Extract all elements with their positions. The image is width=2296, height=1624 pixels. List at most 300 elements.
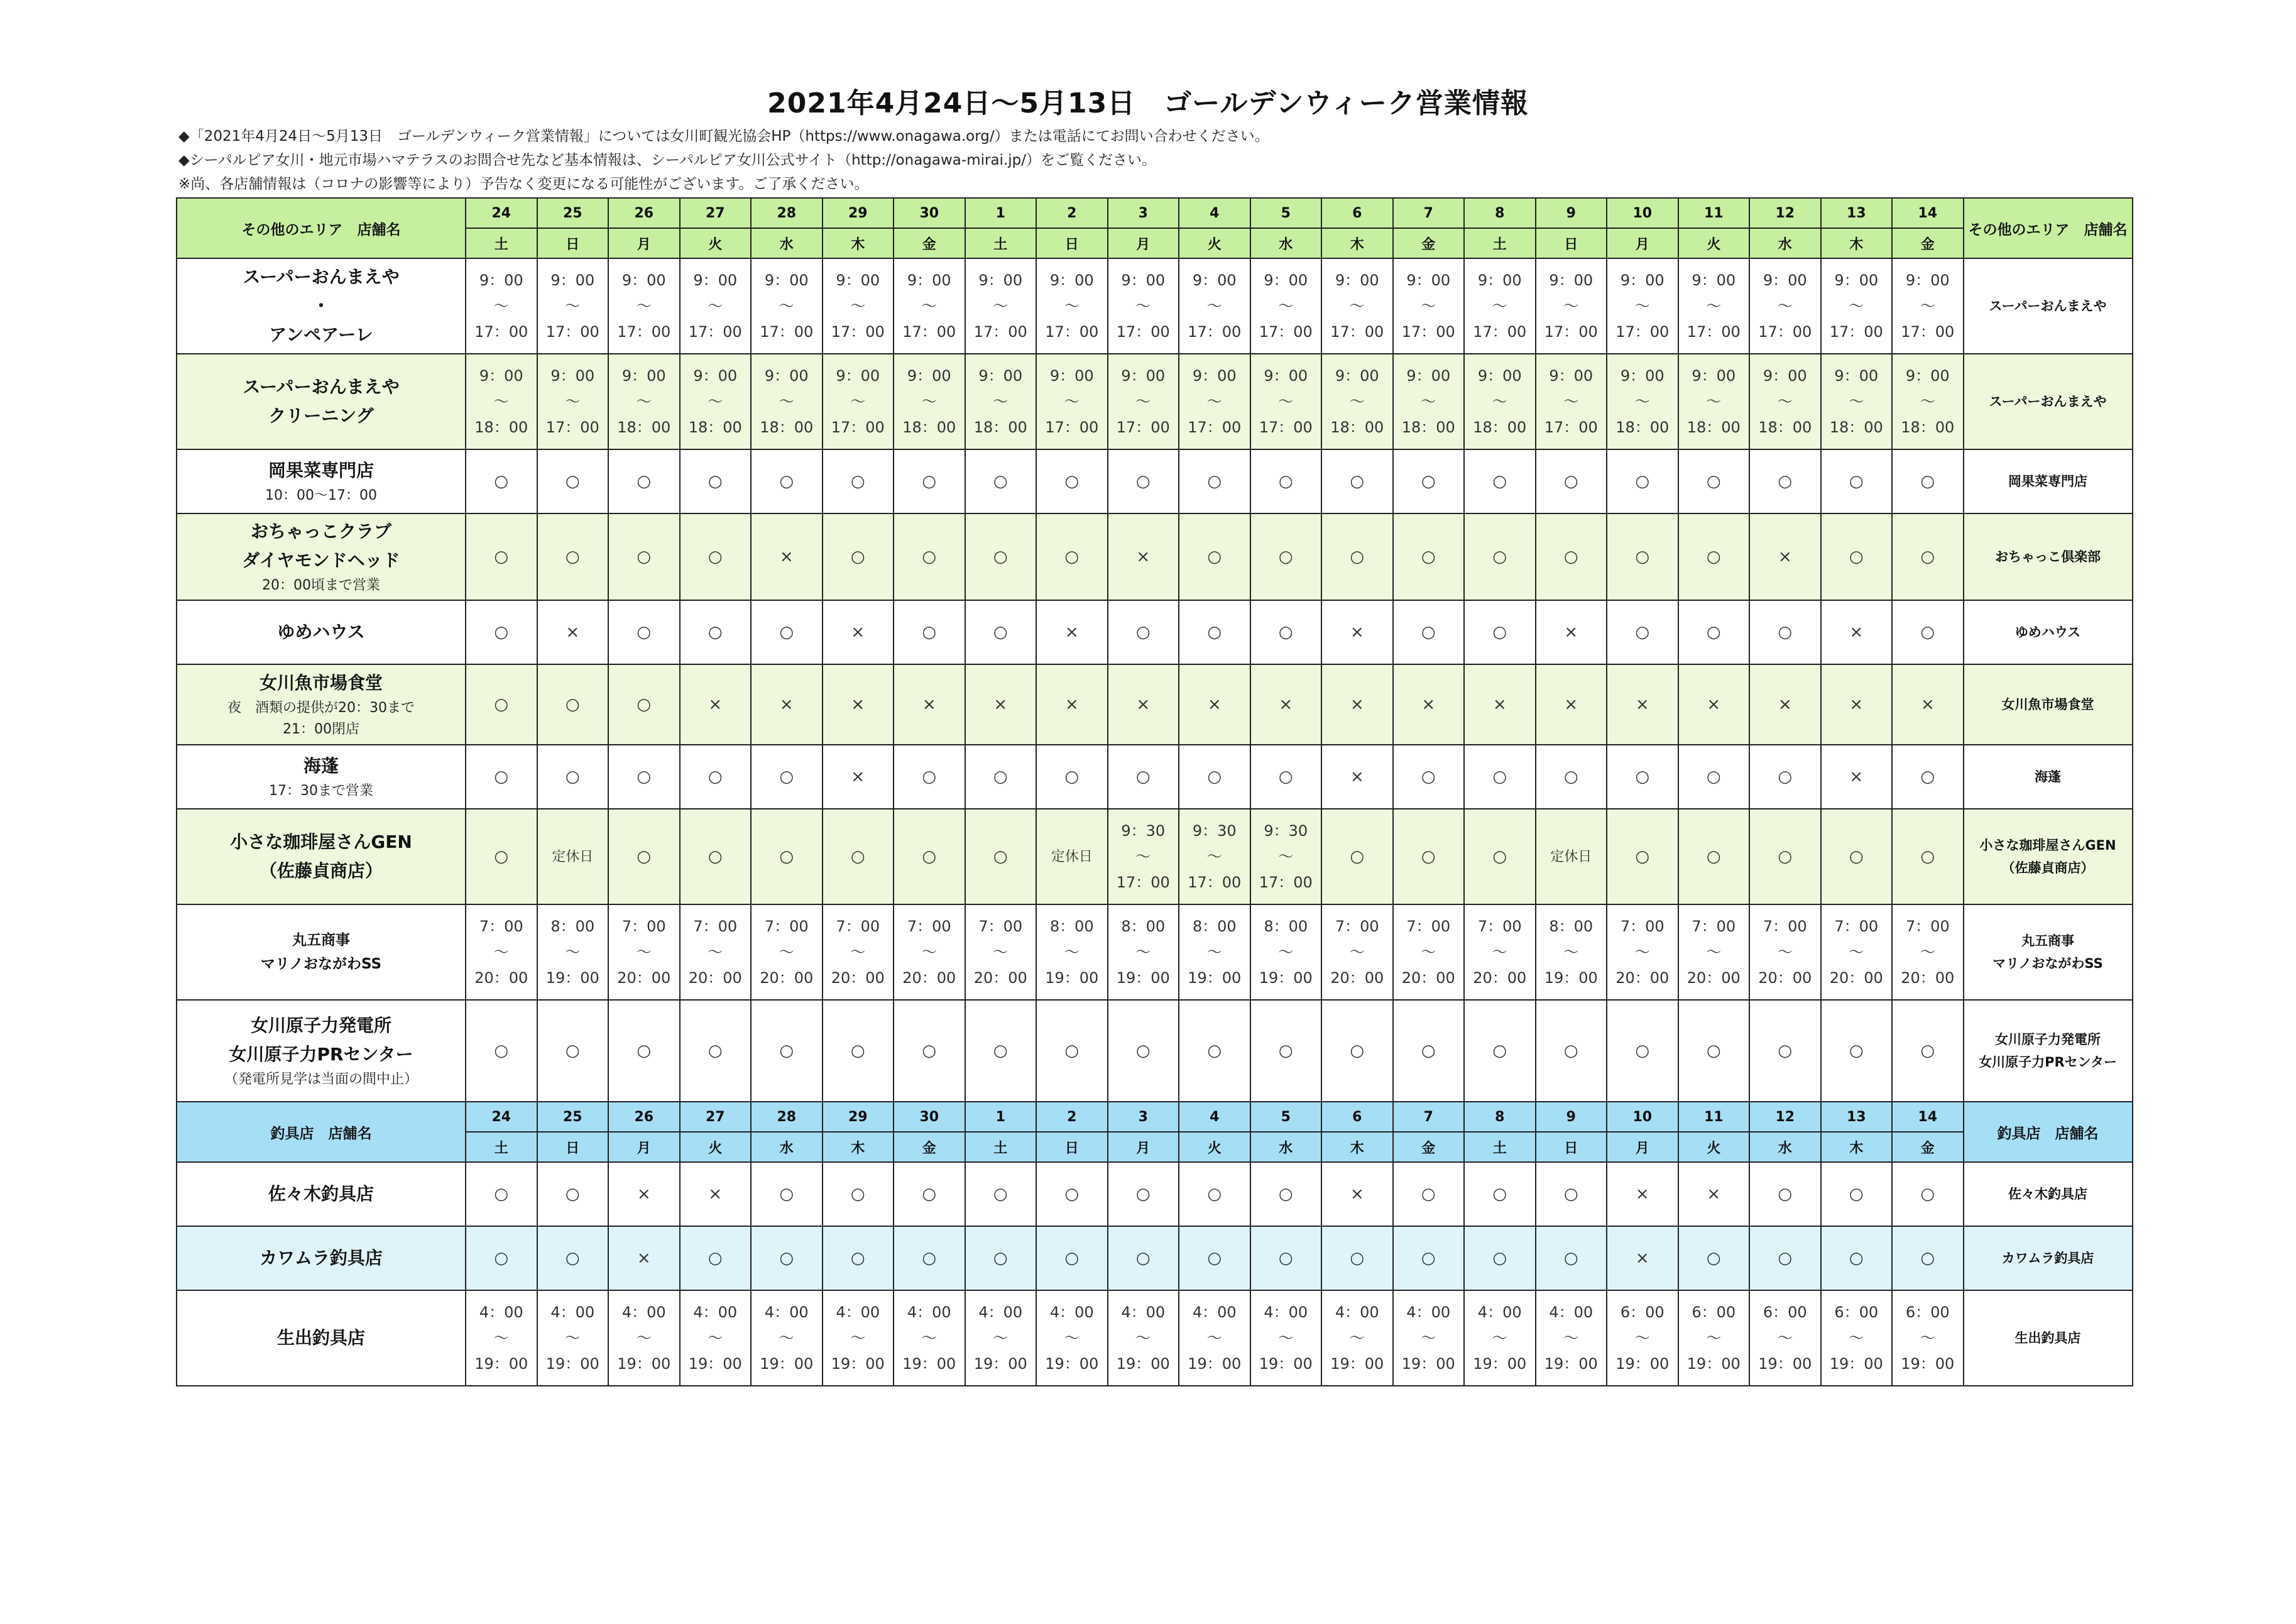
day-header: 13 [1821,1102,1893,1132]
header-row-days [177,198,2133,228]
tilde: ～ [1920,297,1935,315]
day-header: 11 [1678,1102,1750,1132]
hours-cell: ○ [466,1000,537,1102]
open-time: 9：00 [1834,271,1879,289]
hours-cell: ○ [466,745,537,809]
open-time: 9：00 [1192,366,1237,385]
hours-cell [1179,809,1250,904]
tilde: ～ [1777,392,1793,410]
close-time: 17：00 [1829,322,1883,341]
close-time: 17：00 [760,322,814,341]
hours-cell: ○ [680,1226,752,1290]
text-line: 女川魚市場食堂 [259,672,383,693]
hours-cell: ○ [466,449,537,513]
tilde: ～ [1206,1329,1222,1347]
close-time: 18：00 [688,418,742,436]
day-header: 27 [680,1102,752,1132]
hours-cell: ○ [1821,449,1893,513]
close-time: 17：00 [1259,418,1313,436]
hours-cell: × [1036,600,1108,664]
tilde: ～ [708,943,723,961]
day-header: 28 [751,198,823,228]
tilde: ～ [1135,943,1151,961]
hours-cell [1464,1290,1536,1386]
hours-cell: ○ [466,1226,537,1290]
hours-cell: ○ [1464,600,1536,664]
tilde: ～ [1135,847,1151,865]
tilde: ～ [1278,297,1294,315]
tilde: ～ [1849,1329,1864,1347]
hours-cell: × [537,600,609,664]
day-header: 1 [965,198,1037,228]
hours-cell [1607,258,1678,354]
open-time: 9：00 [1620,271,1665,289]
weekday-header: 金 [1393,1132,1465,1162]
tilde: ～ [493,297,509,315]
hours-cell: ○ [894,1226,965,1290]
day-header: 12 [1749,198,1821,228]
hours-cell: ○ [1464,449,1536,513]
hours-cell: × [1821,600,1893,664]
close-time: 17：00 [617,322,671,341]
hours-cell [537,258,609,354]
weekday-header: 土 [466,1132,537,1162]
open-time: 9：00 [1477,271,1522,289]
open-time: 9：00 [1264,271,1308,289]
tilde: ～ [1634,392,1650,410]
text-line: （佐藤貞商店） [259,860,383,881]
tilde: ～ [1206,392,1222,410]
hours-cell [1179,1290,1250,1386]
store-name [177,809,466,904]
store-name-right [1964,354,2133,449]
text-line: 丸五商事 [2021,933,2074,948]
open-time: 7：00 [1477,917,1522,935]
hours-cell [466,1290,537,1386]
open-time: 4：00 [1406,1303,1451,1321]
hours-cell [1321,258,1393,354]
open-time: 7：00 [978,917,1023,935]
open-time: 9：00 [1549,271,1594,289]
hours-cell: × [1892,664,1964,745]
hours-cell: ○ [466,664,537,745]
weekday-header: 月 [1108,1132,1179,1162]
close-time: 19：00 [1259,968,1313,987]
text-line: 17：30まで営業 [269,783,373,799]
tilde: ～ [493,943,509,961]
tilde: ～ [565,392,581,410]
open-time: 7：00 [1905,917,1950,935]
hours-cell: × [1678,1162,1750,1226]
day-header: 9 [1536,1102,1607,1132]
close-time: 17：00 [973,322,1027,341]
header-store-name-right: 釣具店 店舗名 [1964,1102,2133,1162]
text-line: 海蓬 [303,755,339,776]
close-time: 19：00 [617,1354,671,1373]
tilde: ～ [1135,297,1151,315]
hours-cell [1179,354,1250,449]
open-time: 7：00 [1406,917,1451,935]
hours-cell: ○ [608,600,680,664]
day-header: 5 [1250,1102,1322,1132]
close-time: 18：00 [902,418,956,436]
open-time: 4：00 [907,1303,951,1321]
weekday-header: 金 [894,228,965,258]
hours-cell: ○ [1179,1226,1250,1290]
open-time: 6：00 [1763,1303,1807,1321]
hours-cell: ○ [1179,1162,1250,1226]
hours-cell: ○ [894,1162,965,1226]
hours-cell [1536,258,1607,354]
store-row [177,904,2133,1000]
store-name [177,664,466,745]
open-time: 9：00 [1477,366,1522,385]
open-time: 4：00 [550,1303,595,1321]
close-time: 18：00 [1401,418,1455,436]
open-time: 9：00 [621,366,666,385]
close-time: 20：00 [1473,968,1527,987]
close-time: 20：00 [760,968,814,987]
weekday-header: 水 [1749,1132,1821,1162]
close-time: 19：00 [1116,1354,1170,1373]
hours-cell [1678,904,1750,1000]
header-store-name-right: その他のエリア 店舗名 [1964,198,2133,258]
open-time: 9：00 [1905,366,1950,385]
open-time: 9：00 [907,366,951,385]
tilde: ～ [1135,1329,1151,1347]
open-time: 6：00 [1620,1303,1665,1321]
open-time: 4：00 [1335,1303,1379,1321]
close-time: 18：00 [1473,418,1527,436]
day-header: 10 [1607,198,1678,228]
open-time: 9：00 [550,366,595,385]
open-time: 9：00 [1549,366,1594,385]
tilde: ～ [636,1329,652,1347]
hours-cell [1321,904,1393,1000]
hours-cell: × [751,664,823,745]
open-time: 4：00 [479,1303,523,1321]
hours-cell [1250,354,1322,449]
hours-cell: ○ [466,809,537,904]
hours-cell: ○ [1036,1162,1108,1226]
open-time: 9：00 [1620,366,1665,385]
open-time: 8：00 [1192,917,1237,935]
hours-cell [680,258,752,354]
hours-cell [1821,904,1893,1000]
tilde: ～ [1349,297,1365,315]
hours-cell: ○ [1464,745,1536,809]
day-header: 8 [1464,1102,1536,1132]
open-time: 4：00 [1192,1303,1237,1321]
hours-cell: ○ [608,809,680,904]
text-line: 21：00閉店 [283,721,359,737]
hours-cell: × [1607,1226,1678,1290]
store-name [177,354,466,449]
day-header: 13 [1821,198,1893,228]
hours-cell: ○ [1749,600,1821,664]
close-time: 17：00 [1901,322,1955,341]
hours-cell: × [1749,513,1821,600]
day-header: 27 [680,198,752,228]
open-time: 4：00 [693,1303,738,1321]
close-time: 19：00 [1758,1354,1812,1373]
hours-cell: ○ [1321,513,1393,600]
open-time: 9：30 [1121,821,1166,840]
open-time: 4：00 [621,1303,666,1321]
close-time: 19：00 [688,1354,742,1373]
store-name-right [1964,1162,2133,1226]
hours-cell [1821,258,1893,354]
hours-cell [1179,258,1250,354]
open-time: 7：00 [836,917,880,935]
close-time: 19：00 [1615,1354,1670,1373]
hours-cell: × [1393,664,1465,745]
hours-cell [1036,354,1108,449]
store-row [177,354,2133,449]
tilde: ～ [993,297,1009,315]
weekday-header: 金 [1393,228,1465,258]
hours-cell: ○ [1536,1226,1607,1290]
open-time: 9：00 [1406,271,1451,289]
open-time: 9：00 [1335,271,1379,289]
open-time: 8：00 [1049,917,1094,935]
hours-cell: ○ [1108,449,1179,513]
tilde: ～ [708,1329,723,1347]
hours-cell: × [1821,745,1893,809]
close-time: 18：00 [973,418,1027,436]
tilde: ～ [1920,392,1935,410]
day-header: 29 [823,1102,894,1132]
weekday-header: 日 [1536,1132,1607,1162]
close-time: 19：00 [474,1354,528,1373]
hours-cell: ○ [1108,600,1179,664]
open-time: 6：00 [1834,1303,1879,1321]
hours-cell [1678,1290,1750,1386]
open-time: 8：00 [1121,917,1166,935]
close-time: 19：00 [1188,968,1242,987]
open-time: 9：00 [978,366,1023,385]
hours-cell [1250,258,1322,354]
hours-cell [466,354,537,449]
close-time: 19：00 [1188,1354,1242,1373]
hours-cell: ○ [1250,449,1322,513]
close-time: 20：00 [831,968,885,987]
tilde: ～ [1206,943,1222,961]
tilde: ～ [1349,1329,1365,1347]
close-time: 18：00 [1330,418,1384,436]
hours-cell [894,354,965,449]
open-time: 6：00 [1905,1303,1950,1321]
open-time: 9：00 [479,271,523,289]
open-time: 9：30 [1192,821,1237,840]
store-name [177,1162,466,1226]
hours-cell: ○ [894,809,965,904]
hours-cell: ○ [1250,513,1322,600]
weekday-header: 日 [537,1132,609,1162]
day-header: 25 [537,198,609,228]
hours-cell [1892,354,1964,449]
text-line: おちゃっこ倶楽部 [1995,549,2101,564]
open-time: 9：30 [1264,821,1308,840]
day-header: 3 [1108,198,1179,228]
hours-cell: ○ [1393,600,1465,664]
hours-cell [537,904,609,1000]
close-time: 17：00 [1259,873,1313,891]
hours-cell [1393,354,1465,449]
text-line: 女川原子力PRセンター [229,1044,413,1065]
tilde: ～ [1706,392,1722,410]
text-line: スーパーおんまえや [243,376,400,397]
text-line: おちゃっこクラブ [250,521,391,542]
day-header: 3 [1108,1102,1179,1132]
close-time: 17：00 [1473,322,1527,341]
hours-cell [1464,258,1536,354]
close-time: 17：00 [1188,873,1242,891]
close-time: 17：00 [545,418,599,436]
hours-cell: ○ [751,809,823,904]
hours-cell [466,258,537,354]
hours-cell [751,354,823,449]
hours-cell: ○ [1749,809,1821,904]
hours-cell [1607,354,1678,449]
weekday-header: 日 [1036,228,1108,258]
open-time: 7：00 [693,917,738,935]
store-name [177,1290,466,1386]
close-time: 17：00 [902,322,956,341]
store-name-right [1964,258,2133,354]
hours-cell [823,354,894,449]
tilde: ～ [708,392,723,410]
hours-cell: × [751,513,823,600]
open-time: 7：00 [621,917,666,935]
store-name-right [1964,745,2133,809]
weekday-header: 水 [1250,228,1322,258]
text-line: 生出釣具店 [276,1327,365,1348]
hours-cell: ○ [1892,600,1964,664]
hours-cell: ○ [894,600,965,664]
store-row [177,809,2133,904]
weekday-header: 水 [751,228,823,258]
tilde: ～ [1706,297,1722,315]
hours-cell [1749,258,1821,354]
close-time: 20：00 [1829,968,1883,987]
open-time: 9：00 [1692,271,1736,289]
hours-cell: ○ [1108,1162,1179,1226]
text-line: クリーニング [268,405,374,426]
open-time: 9：00 [1049,366,1094,385]
close-time: 19：00 [1045,1354,1099,1373]
day-header: 9 [1536,198,1607,228]
hours-cell: × [1321,664,1393,745]
weekday-header: 土 [466,228,537,258]
hours-cell: ○ [1536,1000,1607,1102]
day-header: 2 [1036,1102,1108,1132]
hours-cell: ○ [1892,513,1964,600]
hours-cell [1892,904,1964,1000]
hours-cell: ○ [1250,1000,1322,1102]
day-header: 24 [466,1102,537,1132]
open-time: 9：00 [836,271,880,289]
tilde: ～ [1492,1329,1507,1347]
open-time: 4：00 [1264,1303,1308,1321]
hours-cell: ○ [537,1000,609,1102]
hours-cell [1892,1290,1964,1386]
weekday-header: 火 [1179,1132,1250,1162]
open-time: 9：00 [1264,366,1308,385]
hours-cell [1108,904,1179,1000]
weekday-header: 日 [1036,1132,1108,1162]
close-time: 17：00 [1401,322,1455,341]
open-time: 4：00 [1549,1303,1594,1321]
store-name [177,904,466,1000]
hours-cell: ○ [1464,513,1536,600]
close-time: 20：00 [688,968,742,987]
close-time: 20：00 [617,968,671,987]
hours-cell [1393,258,1465,354]
hours-cell [1678,354,1750,449]
weekday-header: 木 [1821,1132,1893,1162]
open-time: 6：00 [1692,1303,1736,1321]
text-line: 女川原子力PRセンター [1979,1055,2117,1070]
close-time: 17：00 [1544,418,1598,436]
text-line: カワムラ釣具店 [260,1248,383,1268]
hours-cell: ○ [466,600,537,664]
hours-cell: ○ [1749,1226,1821,1290]
tilde: ～ [636,392,652,410]
store-name [177,1000,466,1102]
tilde: ～ [1777,297,1793,315]
hours-cell: ○ [680,449,752,513]
close-time: 17：00 [1615,322,1670,341]
hours-cell [1036,258,1108,354]
open-time: 7：00 [1692,917,1736,935]
hours-cell [1393,904,1465,1000]
store-name-right [1964,1226,2133,1290]
text-line: 生出釣具店 [2014,1330,2081,1346]
weekday-header: 月 [1607,228,1678,258]
hours-cell: ○ [1179,1000,1250,1102]
hours-cell: ○ [965,1226,1037,1290]
store-row [177,1162,2133,1226]
hours-cell [1821,1290,1893,1386]
close-time: 19：00 [902,1354,956,1373]
hours-cell [965,904,1037,1000]
hours-cell: × [1321,745,1393,809]
tilde: ～ [565,943,581,961]
text-line: 10：00～17：00 [265,488,377,503]
store-row [177,513,2133,600]
store-name [177,258,466,354]
close-time: 19：00 [545,968,599,987]
store-row [177,449,2133,513]
tilde: ～ [1421,1329,1436,1347]
hours-cell: ○ [1393,1226,1465,1290]
open-time: 9：00 [1834,366,1879,385]
tilde: ～ [493,1329,509,1347]
weekday-header: 木 [823,228,894,258]
tilde: ～ [1777,943,1793,961]
hours-cell: × [1678,664,1750,745]
day-header: 30 [894,198,965,228]
hours-cell: ○ [894,513,965,600]
hours-cell: ○ [1321,1226,1393,1290]
hours-cell [537,354,609,449]
hours-cell [1749,354,1821,449]
hours-cell: ○ [1892,1162,1964,1226]
hours-cell [1036,1290,1108,1386]
day-header: 4 [1179,1102,1250,1132]
store-row [177,600,2133,664]
